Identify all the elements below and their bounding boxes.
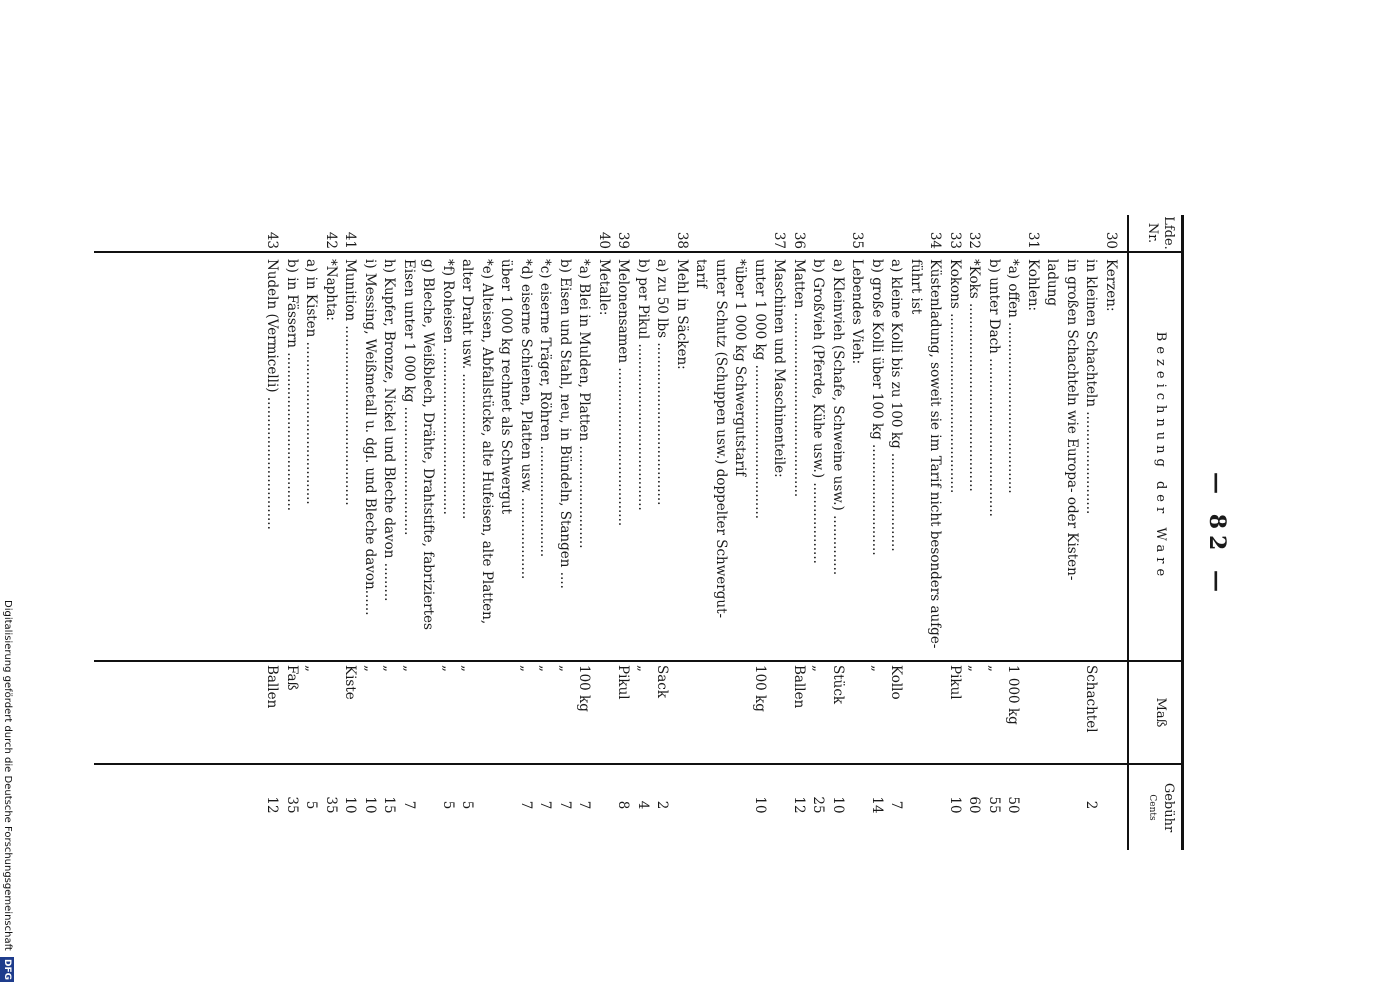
row-description: Melonensamen ..................................... (615, 259, 632, 527)
table-top-rule (1181, 215, 1184, 850)
header-fee-unit: Cents (1147, 794, 1157, 821)
row-fee: 15 (381, 796, 398, 814)
row-description: Kokons .......................................... (947, 259, 963, 494)
row-unit: „ (537, 665, 554, 672)
row-unit: 1 000 kg (1005, 665, 1022, 725)
table-row (555, 215, 575, 865)
row-fee: 25 (810, 796, 827, 814)
row-number: 31 (1025, 231, 1041, 249)
row-unit: 100 kg (576, 665, 593, 712)
table-row (262, 215, 282, 865)
row-unit: Stück (830, 665, 846, 705)
row-description: über 1 000 kg rechnet als Schwergut (498, 259, 515, 515)
row-unit: „ (381, 665, 398, 672)
row-fee: 7 (557, 800, 573, 810)
row-description: *e) Alteisen, Abfallstücke, alte Hufeisen, alte Platten, (479, 259, 495, 625)
table-row (1042, 215, 1062, 865)
table-row (340, 215, 360, 865)
row-description: tarif (693, 259, 710, 289)
table-row (867, 215, 887, 865)
row-fee: 7 (537, 800, 554, 810)
row-description: h) Kupfer, Bronze, Nickel und Bleche davon ......... (381, 259, 398, 602)
row-description: b) Eisen und Stahl, neu, in Bündeln, Stangen .... (557, 259, 573, 589)
row-number: 32 (966, 231, 983, 249)
row-number: 33 (947, 231, 963, 249)
table-row (574, 215, 594, 865)
row-fee: 7 (576, 800, 593, 810)
row-fee: 7 (888, 800, 905, 810)
row-unit: „ (362, 665, 378, 672)
row-unit: Pikul (947, 665, 963, 700)
table-row (652, 215, 672, 865)
row-unit: „ (635, 665, 651, 672)
row-description: a) in Kisten ...................................... (303, 259, 320, 505)
row-fee: 10 (830, 796, 846, 814)
row-unit: 100 kg (752, 665, 768, 712)
row-unit: Schachtel (1083, 665, 1100, 733)
table-row (691, 215, 711, 865)
row-description: b) große Kolli über 100 kg .......................... (869, 259, 885, 556)
table-row (438, 215, 458, 865)
row-number: 34 (927, 231, 944, 249)
row-description: *über 1 000 kg Schwergutstarif (732, 259, 749, 477)
page-number: — 82 — (1204, 472, 1230, 598)
header-description: Bezeichnung der Ware (1153, 331, 1168, 582)
row-description: Maschinen und Maschinenteile: (771, 259, 788, 478)
row-unit: „ (810, 665, 827, 672)
row-fee: 35 (323, 796, 339, 814)
row-unit: Ballen (264, 665, 281, 709)
row-number: 39 (615, 231, 632, 249)
table-row (1101, 215, 1121, 865)
table-row (321, 215, 341, 865)
row-description: a) zu 50 lbs ...................................... (654, 259, 671, 506)
row-unit: Kollo (888, 665, 905, 700)
row-description: a) kleine Kolli bis zu 100 kg ....................... (888, 259, 905, 552)
row-description: b) per Pikul ....................................... (635, 259, 651, 511)
table-row (477, 215, 497, 865)
table-body (262, 215, 1120, 865)
row-fee: 35 (284, 796, 300, 814)
row-description: Metalle: (596, 259, 612, 316)
table-row (379, 215, 399, 865)
row-description: in kleinen Schachteln ........................ (1083, 259, 1100, 515)
rotated-page (130, 205, 1230, 865)
row-description: *d) eiserne Schienen, Platten usw. ................... (518, 259, 534, 580)
row-unit: „ (966, 665, 983, 672)
header-unit: Maß (1153, 697, 1168, 728)
row-unit: Kiste (342, 665, 359, 700)
row-fee: 5 (440, 800, 456, 810)
row-fee: 14 (869, 796, 885, 814)
header-nr: Lfde. Nr. (1145, 216, 1176, 250)
table-row (633, 215, 653, 865)
table-row (945, 215, 965, 865)
row-description: Mehl in Säcken: (674, 259, 690, 370)
table-row (964, 215, 984, 865)
row-unit: „ (869, 665, 885, 672)
row-description: *a) Blei in Mulden, Platten ........................ (576, 259, 593, 549)
row-unit: „ (303, 665, 320, 672)
table-row (1081, 215, 1101, 865)
digitization-credit (0, 600, 14, 1000)
table-row (301, 215, 321, 865)
row-description: Lebendes Vieh: (849, 259, 866, 365)
row-fee: 7 (518, 800, 534, 810)
table-row (769, 215, 789, 865)
row-description: *a) offen ........................................ (1005, 259, 1022, 494)
row-fee: 2 (654, 800, 671, 810)
dfg-logo: DFG (2, 959, 12, 981)
table-row (984, 215, 1004, 865)
row-fee: 2 (1083, 800, 1100, 810)
row-description: alter Draht usw. .................................. (459, 259, 476, 520)
row-number: 37 (771, 231, 788, 249)
row-fee: 10 (947, 796, 963, 814)
table-row (808, 215, 828, 865)
row-description: *Naphta: (323, 259, 339, 321)
table-row (496, 215, 516, 865)
table-row (360, 215, 380, 865)
row-fee: 60 (966, 796, 983, 814)
row-unit: Faß (284, 665, 300, 691)
row-description: g) Bleche, Weißblech, Drähte, Drahtstifte, fabriziertes (420, 259, 437, 630)
row-fee: 5 (303, 800, 320, 810)
header-rule (1128, 215, 1130, 850)
table-row (1023, 215, 1043, 865)
row-number: 30 (1103, 231, 1119, 249)
row-description: unter Schutz (Schuppen usw.) doppelter Schwergut- (713, 259, 729, 619)
row-fee: 5 (459, 800, 476, 810)
row-description: b) Großvieh (Pferde, Kühe usw.) ................... (810, 259, 827, 564)
row-number: 35 (849, 231, 866, 249)
table-row (457, 215, 477, 865)
row-fee: 10 (342, 796, 359, 814)
row-unit: „ (440, 665, 456, 672)
row-fee: 12 (264, 796, 281, 814)
row-description: Kerzen: (1103, 259, 1119, 312)
table-row (789, 215, 809, 865)
row-unit: Sack (654, 665, 671, 699)
row-description: Munition .......................................... (342, 259, 359, 506)
row-description: *c) eiserne Träger, Röhren .......................... (537, 259, 554, 558)
row-description: Küstenladung, soweit sie im Tarif nicht besonders aufge- (927, 259, 944, 649)
credit-text: Digitalisierung gefördert durch die Deutsche Forschungsgemeinschaft (2, 600, 13, 951)
row-description: i) Messing, Weißmetall u. dgl. und Bleche davon...... (362, 259, 378, 616)
header-fee (1144, 765, 1176, 850)
row-description: Matten ........................................... (791, 259, 807, 498)
row-unit: „ (401, 665, 417, 672)
table-row (750, 215, 770, 865)
table-row (711, 215, 731, 865)
row-description: a) Kleinvieh (Schafe, Schweine usw.) .............. (830, 259, 846, 576)
row-description: *f) Roheisen ....................................... (440, 259, 456, 515)
row-unit: „ (518, 665, 534, 672)
row-description: b) in Fässern ..................................... (284, 259, 300, 512)
table-row (1062, 215, 1082, 865)
row-unit: Pikul (615, 665, 632, 700)
row-description: in großen Schachteln wie Europa- oder Kisten- (1064, 259, 1080, 581)
table-row (886, 215, 906, 865)
row-description: Nudeln (Vermicelli) ............................... (264, 259, 281, 530)
table-row (594, 215, 614, 865)
row-fee: 10 (752, 796, 768, 814)
tariff-table (130, 205, 1190, 865)
row-number: 40 (596, 231, 612, 249)
table-row (516, 215, 536, 865)
row-description: Eisen unter 1 000 kg .............................. (401, 259, 417, 536)
row-unit: „ (986, 665, 1002, 672)
row-fee: 10 (362, 796, 378, 814)
table-row (672, 215, 692, 865)
table-row (1003, 215, 1023, 865)
row-description: führt ist (908, 259, 924, 315)
row-fee: 55 (986, 796, 1002, 814)
row-number: 38 (674, 231, 690, 249)
row-description: Kohlen: (1025, 259, 1041, 312)
row-fee: 4 (635, 800, 651, 810)
row-fee: 12 (791, 796, 807, 814)
row-description: *Koks ............................................ (966, 259, 983, 492)
table-row (847, 215, 867, 865)
row-unit: „ (557, 665, 573, 672)
table-row (418, 215, 438, 865)
row-number: 43 (264, 231, 281, 249)
table-row (828, 215, 848, 865)
table-row (925, 215, 945, 865)
row-fee: 7 (401, 800, 417, 810)
row-number: 36 (791, 231, 807, 249)
table-row (730, 215, 750, 865)
row-unit: Ballen (791, 665, 807, 709)
row-number: 42 (323, 231, 339, 249)
row-description: b) unter Dach ..................................... (986, 259, 1002, 517)
table-row (535, 215, 555, 865)
header-fee-label: Gebühr (1161, 782, 1176, 833)
row-fee: 8 (615, 800, 632, 810)
row-unit: „ (459, 665, 476, 672)
table-row (613, 215, 633, 865)
table-row (906, 215, 926, 865)
table-row (399, 215, 419, 865)
row-fee: 50 (1005, 796, 1022, 814)
row-description: ladung (1044, 259, 1061, 307)
row-number: 41 (342, 231, 359, 249)
row-description: unter 1 000 kg .................................... (752, 259, 768, 520)
table-row (282, 215, 302, 865)
